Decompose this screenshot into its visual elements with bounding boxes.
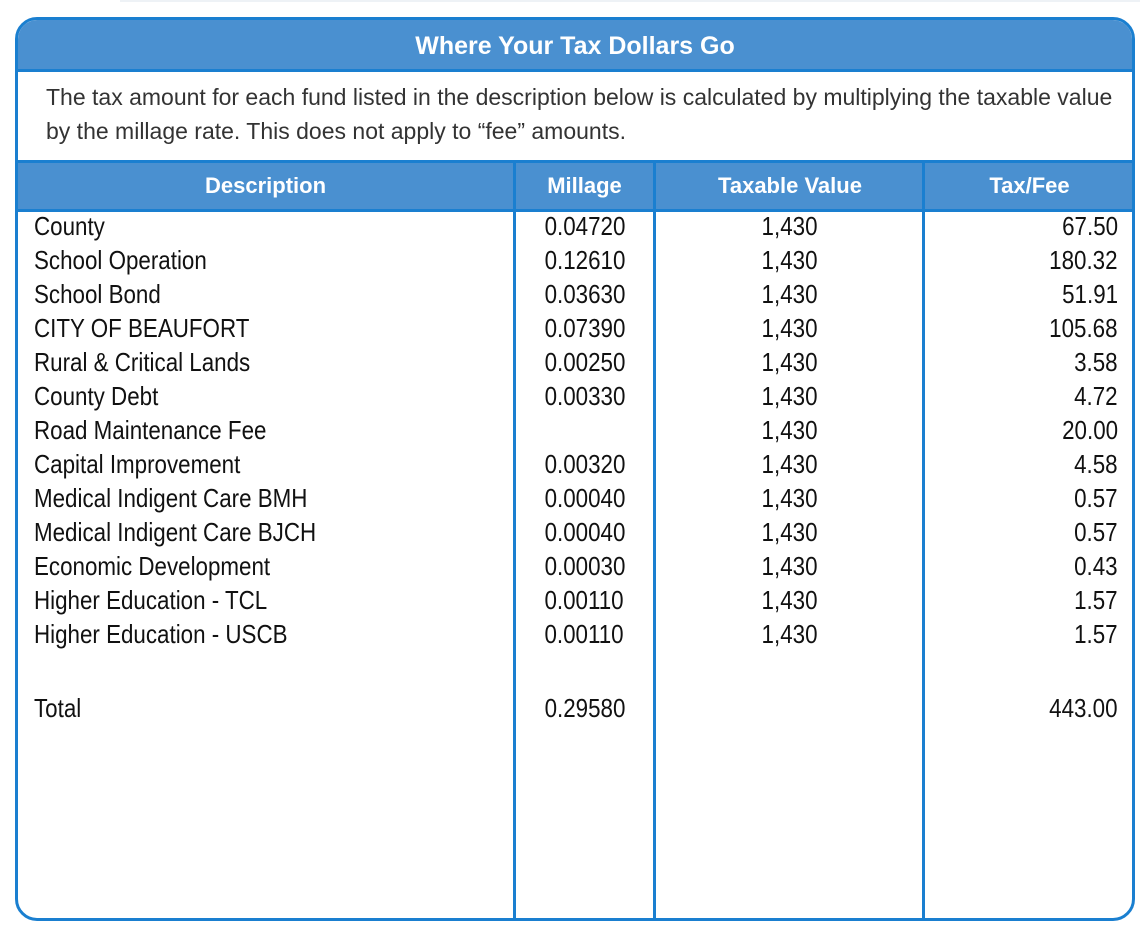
cell-tax [1067,515,1118,549]
cell-tax [1038,691,1118,725]
cell-text: Medical Indigent Care BJCH [34,517,317,547]
cell-text: 1,430 [762,313,818,343]
cell-text: County Debt [34,381,159,411]
cell-text: 0.00110 [544,619,625,649]
cell-description [34,243,235,277]
cell-text: 0.00330 [544,381,625,411]
table-row [18,345,1132,379]
cell-millage [516,583,653,617]
cell-millage [516,345,653,379]
table-row [18,617,1132,651]
table-row [18,549,1132,583]
cell-tax [1067,481,1118,515]
cell-taxable-value [656,447,924,481]
cell-taxable-value [656,277,924,311]
cell-text: 4.58 [1074,449,1118,479]
total-row [18,691,1132,725]
cell-tax [1067,379,1118,413]
cell-text: 67.50 [1062,211,1118,241]
col-millage: Millage [547,173,622,198]
cell-text: 4.72 [1074,381,1118,411]
cell-text: 0.00110 [544,585,625,615]
cell-description [34,379,179,413]
panel-title: Where Your Tax Dollars Go [18,20,1132,72]
table-row [18,583,1132,617]
table-header [18,160,1132,212]
cell-text: 0.57 [1074,517,1118,547]
table-row [18,243,1132,277]
cell-millage [516,691,653,725]
cell-tax [1067,617,1118,651]
cell-taxable-value [656,209,924,243]
cell-taxable-value [656,481,924,515]
table-row [18,311,1132,345]
cell-description [34,345,285,379]
cell-tax [1067,447,1118,481]
table-row [18,481,1132,515]
cell-millage [516,617,653,651]
cell-text: Higher Education - USCB [34,619,288,649]
cell-text: School Bond [34,279,161,309]
table-row [18,277,1132,311]
cell-taxable-value [656,413,924,447]
table-row [18,447,1132,481]
cell-text: 0.04720 [544,211,625,241]
cell-millage [516,481,653,515]
cell-description [34,209,116,243]
cell-description [34,691,89,725]
cell-millage [516,277,653,311]
cell-text: 443.00 [1049,693,1118,723]
panel-note: The tax amount for each fund listed in the description below is calculated by multiplying the taxable value by the millage rate. This does not apply to “fee” amounts. [46,84,1113,144]
col-tax-fee: Tax/Fee [989,173,1070,198]
cell-text: 1,430 [762,245,818,275]
cell-text: 20.00 [1062,415,1118,445]
cell-taxable-value [656,691,924,725]
cell-taxable-value [656,549,924,583]
cell-text: 1,430 [762,517,818,547]
cell-millage [516,209,653,243]
table-row [18,379,1132,413]
cell-millage [516,311,653,345]
cell-description [34,515,362,549]
cell-text: 1,430 [762,279,818,309]
cell-text: School Operation [34,245,207,275]
cell-text: 1.57 [1074,619,1118,649]
cell-description [34,413,304,447]
top-divider [120,0,1140,2]
cell-millage [516,549,653,583]
cell-taxable-value [656,617,924,651]
cell-text: 180.32 [1049,245,1118,275]
cell-text: 1.57 [1074,585,1118,615]
cell-text: 1,430 [762,619,818,649]
cell-millage [516,379,653,413]
table-body [18,209,1132,725]
cell-description [34,549,309,583]
cell-description [34,311,284,345]
cell-tax [1067,583,1118,617]
table-row [18,413,1132,447]
cell-text: 0.00030 [544,551,625,581]
cell-taxable-value [656,515,924,549]
cell-text: Total [34,693,82,723]
tax-dollars-panel [15,17,1135,921]
cell-text: 0.00040 [544,483,625,513]
cell-tax [1067,549,1118,583]
cell-millage [516,413,653,447]
cell-text: County [34,211,105,241]
cell-description [34,481,352,515]
cell-text: 1,430 [762,211,818,241]
cell-text: 1,430 [762,585,818,615]
cell-millage [516,515,653,549]
col-description: Description [204,173,327,198]
cell-text: 0.00320 [544,449,625,479]
cell-text: 0.07390 [544,313,625,343]
cell-taxable-value [656,311,924,345]
cell-tax [1053,413,1118,447]
cell-text: Economic Development [34,551,271,581]
cell-text: 51.91 [1062,279,1118,309]
col-taxable-value: Taxable Value [718,173,862,198]
cell-text: 0.00040 [544,517,625,547]
cell-text: Higher Education - TCL [34,585,268,615]
cell-text: 3.58 [1074,347,1118,377]
cell-millage [516,243,653,277]
cell-tax [1053,277,1118,311]
cell-text: CITY OF BEAUFORT [34,313,250,343]
cell-text: 1,430 [762,347,818,377]
cell-description [34,447,274,481]
cell-text: 0.43 [1074,551,1118,581]
cell-tax [1053,209,1118,243]
cell-text: 1,430 [762,415,818,445]
cell-description [34,277,181,311]
table-row [18,209,1132,243]
cell-text: 105.68 [1049,313,1118,343]
cell-text: 0.29580 [544,693,625,723]
cell-text: 1,430 [762,483,818,513]
cell-taxable-value [656,583,924,617]
cell-text: Medical Indigent Care BMH [34,483,308,513]
cell-taxable-value [656,345,924,379]
cell-text: 1,430 [762,449,818,479]
cell-text: 0.00250 [544,347,625,377]
cell-text: Rural & Critical Lands [34,347,251,377]
cell-text: Capital Improvement [34,449,241,479]
table-row [18,515,1132,549]
cell-millage [516,447,653,481]
cell-taxable-value [656,379,924,413]
cell-tax [1038,243,1118,277]
cell-tax [1038,311,1118,345]
cell-text: 1,430 [762,381,818,411]
cell-text: 0.03630 [544,279,625,309]
cell-tax [1067,345,1118,379]
cell-description [34,617,329,651]
cell-taxable-value [656,243,924,277]
cell-text: 1,430 [762,551,818,581]
cell-text: 0.12610 [544,245,625,275]
cell-text: 0.57 [1074,483,1118,513]
cell-description [34,583,305,617]
cell-text: Road Maintenance Fee [34,415,267,445]
